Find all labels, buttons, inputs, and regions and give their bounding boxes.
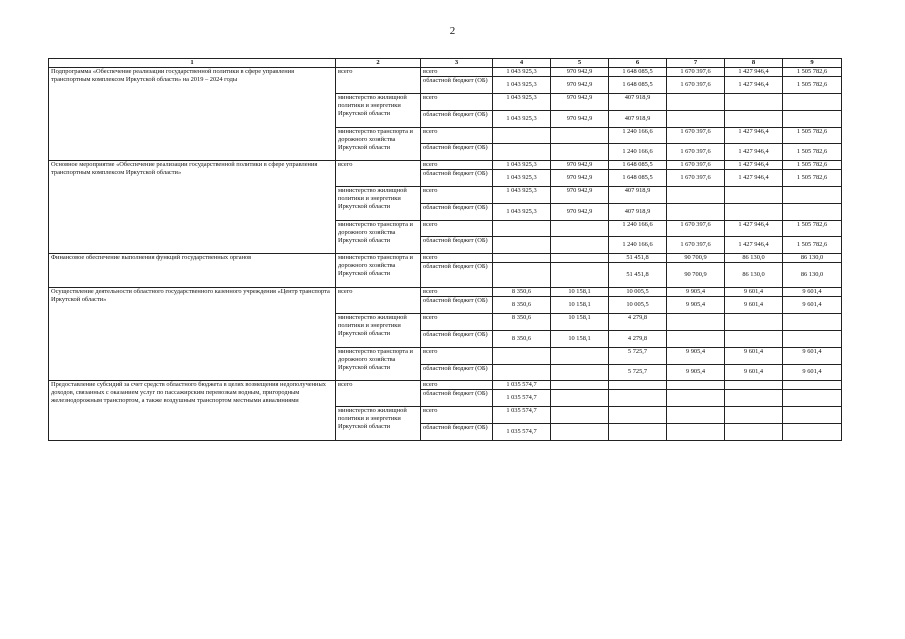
amount-cell: 1 670 397,6 (667, 161, 725, 170)
amount-cell: 51 451,8 (609, 263, 667, 288)
amount-cell (783, 407, 842, 424)
amount-cell: 407 918,9 (609, 187, 667, 204)
column-header: 9 (783, 59, 842, 68)
amount-cell (493, 127, 551, 144)
funding-source: областной бюджет (ОБ) (421, 364, 493, 381)
amount-cell (667, 94, 725, 111)
amount-cell (551, 381, 609, 390)
funding-source: всего (421, 314, 493, 331)
amount-cell: 10 158,1 (551, 297, 609, 314)
amount-cell (783, 110, 842, 127)
amount-cell (551, 423, 609, 440)
amount-cell (609, 390, 667, 407)
amount-cell: 10 158,1 (551, 314, 609, 331)
amount-cell: 1 043 925,3 (493, 77, 551, 94)
amount-cell: 1 427 946,4 (725, 220, 783, 237)
amount-cell: 1 505 782,6 (783, 237, 842, 254)
page-number: 2 (449, 25, 456, 37)
amount-cell: 5 725,7 (609, 364, 667, 381)
table-row (49, 68, 842, 77)
funding-source: всего (421, 127, 493, 144)
amount-cell: 9 601,4 (783, 347, 842, 364)
funding-source: всего (421, 161, 493, 170)
amount-cell: 5 725,7 (609, 347, 667, 364)
amount-cell: 1 427 946,4 (725, 144, 783, 161)
responsible-executor: всего (336, 381, 421, 407)
amount-cell: 86 130,0 (725, 254, 783, 263)
funding-source: областной бюджет (ОБ) (421, 77, 493, 94)
amount-cell: 4 279,8 (609, 330, 667, 347)
amount-cell: 1 240 166,6 (609, 220, 667, 237)
amount-cell (783, 187, 842, 204)
responsible-executor: министерство жилищной политики и энергетики Иркутской области (336, 407, 421, 441)
amount-cell: 970 942,9 (551, 161, 609, 170)
responsible-executor: министерство жилищной политики и энергетики Иркутской области (336, 94, 421, 128)
funding-source: областной бюджет (ОБ) (421, 110, 493, 127)
amount-cell: 1 648 085,5 (609, 161, 667, 170)
responsible-executor: всего (336, 161, 421, 187)
amount-cell (783, 381, 842, 390)
amount-cell: 1 427 946,4 (725, 170, 783, 187)
amount-cell: 1 427 946,4 (725, 68, 783, 77)
funding-source: всего (421, 187, 493, 204)
amount-cell (667, 423, 725, 440)
amount-cell: 1 670 397,6 (667, 237, 725, 254)
amount-cell: 51 451,8 (609, 254, 667, 263)
amount-cell (667, 407, 725, 424)
amount-cell (667, 187, 725, 204)
amount-cell: 9 601,4 (783, 297, 842, 314)
amount-cell: 1 035 574,7 (493, 390, 551, 407)
amount-cell: 1 505 782,6 (783, 77, 842, 94)
amount-cell (725, 203, 783, 220)
amount-cell (493, 254, 551, 263)
amount-cell (783, 390, 842, 407)
amount-cell: 9 905,4 (667, 297, 725, 314)
funding-source: областной бюджет (ОБ) (421, 423, 493, 440)
amount-cell: 86 130,0 (783, 263, 842, 288)
amount-cell (783, 203, 842, 220)
amount-cell: 86 130,0 (725, 263, 783, 288)
responsible-executor: министерство жилищной политики и энергетики Иркутской области (336, 314, 421, 348)
amount-cell (667, 390, 725, 407)
funding-source: всего (421, 347, 493, 364)
amount-cell: 970 942,9 (551, 110, 609, 127)
amount-cell (667, 203, 725, 220)
amount-cell: 1 240 166,6 (609, 144, 667, 161)
amount-cell (551, 220, 609, 237)
amount-cell: 10 005,5 (609, 297, 667, 314)
amount-cell (493, 263, 551, 288)
responsible-executor: министерство транспорта и дорожного хозяйства Иркутской области (336, 127, 421, 161)
amount-cell: 8 350,6 (493, 297, 551, 314)
funding-source: всего (421, 288, 493, 297)
amount-cell: 1 427 946,4 (725, 161, 783, 170)
amount-cell: 1 240 166,6 (609, 127, 667, 144)
amount-cell: 1 240 166,6 (609, 237, 667, 254)
table-row (49, 288, 842, 297)
amount-cell: 8 350,6 (493, 288, 551, 297)
amount-cell: 1 670 397,6 (667, 68, 725, 77)
measure-title: Основное мероприятие «Обеспечение реализации государственной политики в сфере управления транспортным комплексом Иркутской области» (49, 161, 336, 254)
measure-title: Предоставление субсидий за счет средств областного бюджета в целях возмещения недополученных доходов, связанных с оказанием услуг по пассажирским перевозкам водным, пригородным железнодорожным транспортом, а также воздушным транспортом местными авиалиниями (49, 381, 336, 440)
table-row (49, 381, 842, 390)
amount-cell: 9 601,4 (725, 297, 783, 314)
amount-cell (551, 390, 609, 407)
amount-cell: 970 942,9 (551, 94, 609, 111)
funding-source: областной бюджет (ОБ) (421, 203, 493, 220)
responsible-executor: министерство транспорта и дорожного хозяйства Иркутской области (336, 220, 421, 254)
amount-cell: 1 427 946,4 (725, 237, 783, 254)
amount-cell: 90 700,9 (667, 254, 725, 263)
amount-cell: 9 601,4 (725, 288, 783, 297)
amount-cell: 1 648 085,5 (609, 170, 667, 187)
amount-cell: 8 350,6 (493, 330, 551, 347)
amount-cell (725, 330, 783, 347)
funding-source: всего (421, 68, 493, 77)
amount-cell (493, 347, 551, 364)
amount-cell (551, 144, 609, 161)
amount-cell (667, 381, 725, 390)
measure-title: Подпрограмма «Обеспечение реализации государственной политики в сфере управления транспортным комплексом Иркутской области» на 2019 – 2024 годы (49, 68, 336, 161)
amount-cell: 970 942,9 (551, 203, 609, 220)
column-header: 6 (609, 59, 667, 68)
amount-cell: 1 043 925,3 (493, 161, 551, 170)
funding-source: областной бюджет (ОБ) (421, 144, 493, 161)
amount-cell: 10 005,5 (609, 288, 667, 297)
funding-source: областной бюджет (ОБ) (421, 237, 493, 254)
amount-cell: 1 043 925,3 (493, 68, 551, 77)
amount-cell: 1 670 397,6 (667, 220, 725, 237)
amount-cell: 9 905,4 (667, 347, 725, 364)
amount-cell (493, 364, 551, 381)
amount-cell (783, 423, 842, 440)
amount-cell (493, 220, 551, 237)
amount-cell: 1 035 574,7 (493, 423, 551, 440)
amount-cell: 1 505 782,6 (783, 144, 842, 161)
amount-cell (783, 330, 842, 347)
funding-source: всего (421, 407, 493, 424)
funding-source: всего (421, 254, 493, 263)
amount-cell (493, 237, 551, 254)
measure-title: Осуществление деятельности областного государственного казенного учреждения «Центр транспорта Иркутской области» (49, 288, 336, 381)
header-row (49, 59, 842, 68)
amount-cell (551, 254, 609, 263)
amount-cell: 1 670 397,6 (667, 127, 725, 144)
responsible-executor: министерство транспорта и дорожного хозяйства Иркутской области (336, 347, 421, 381)
funding-source: всего (421, 381, 493, 390)
amount-cell: 1 505 782,6 (783, 170, 842, 187)
funding-source: областной бюджет (ОБ) (421, 263, 493, 288)
amount-cell: 1 648 085,5 (609, 77, 667, 94)
funding-source: всего (421, 94, 493, 111)
amount-cell: 970 942,9 (551, 187, 609, 204)
amount-cell (667, 314, 725, 331)
funding-source: областной бюджет (ОБ) (421, 297, 493, 314)
amount-cell: 1 670 397,6 (667, 77, 725, 94)
amount-cell: 1 505 782,6 (783, 68, 842, 77)
amount-cell: 90 700,9 (667, 263, 725, 288)
amount-cell: 9 601,4 (725, 347, 783, 364)
amount-cell: 1 427 946,4 (725, 127, 783, 144)
amount-cell: 10 158,1 (551, 288, 609, 297)
column-header: 4 (493, 59, 551, 68)
amount-cell (493, 144, 551, 161)
amount-cell (725, 110, 783, 127)
funding-source: всего (421, 220, 493, 237)
amount-cell (667, 330, 725, 347)
amount-cell (551, 127, 609, 144)
column-header: 2 (336, 59, 421, 68)
amount-cell: 1 035 574,7 (493, 407, 551, 424)
amount-cell: 86 130,0 (783, 254, 842, 263)
amount-cell: 9 905,4 (667, 364, 725, 381)
amount-cell: 970 942,9 (551, 170, 609, 187)
amount-cell: 9 601,4 (783, 288, 842, 297)
responsible-executor: всего (336, 68, 421, 94)
responsible-executor: министерство жилищной политики и энергетики Иркутской области (336, 187, 421, 221)
amount-cell: 407 918,9 (609, 203, 667, 220)
amount-cell (609, 381, 667, 390)
measure-title: Финансовое обеспечение выполнения функций государственных органов (49, 254, 336, 288)
amount-cell (725, 94, 783, 111)
amount-cell (551, 347, 609, 364)
amount-cell: 1 505 782,6 (783, 161, 842, 170)
amount-cell: 1 505 782,6 (783, 127, 842, 144)
budget-table (48, 58, 842, 441)
amount-cell (551, 237, 609, 254)
amount-cell: 1 035 574,7 (493, 381, 551, 390)
column-header: 3 (421, 59, 493, 68)
amount-cell (725, 407, 783, 424)
table-row (49, 161, 842, 170)
amount-cell: 1 670 397,6 (667, 170, 725, 187)
amount-cell (725, 423, 783, 440)
amount-cell (551, 364, 609, 381)
amount-cell: 10 158,1 (551, 330, 609, 347)
amount-cell (725, 187, 783, 204)
funding-source: областной бюджет (ОБ) (421, 330, 493, 347)
amount-cell: 1 505 782,6 (783, 220, 842, 237)
amount-cell: 407 918,9 (609, 94, 667, 111)
amount-cell (551, 263, 609, 288)
amount-cell: 1 043 925,3 (493, 170, 551, 187)
funding-source: областной бюджет (ОБ) (421, 170, 493, 187)
column-header: 8 (725, 59, 783, 68)
amount-cell: 4 279,8 (609, 314, 667, 331)
amount-cell: 1 043 925,3 (493, 187, 551, 204)
amount-cell: 1 043 925,3 (493, 94, 551, 111)
amount-cell: 970 942,9 (551, 68, 609, 77)
amount-cell: 1 427 946,4 (725, 77, 783, 94)
amount-cell: 1 670 397,6 (667, 144, 725, 161)
table-row (49, 254, 842, 263)
amount-cell (667, 110, 725, 127)
amount-cell: 1 043 925,3 (493, 110, 551, 127)
amount-cell: 9 601,4 (725, 364, 783, 381)
amount-cell: 9 601,4 (783, 364, 842, 381)
amount-cell (725, 381, 783, 390)
column-header: 1 (49, 59, 336, 68)
amount-cell: 8 350,6 (493, 314, 551, 331)
amount-cell (551, 407, 609, 424)
amount-cell (783, 314, 842, 331)
amount-cell (609, 407, 667, 424)
responsible-executor: министерство транспорта и дорожного хозяйства Иркутской области (336, 254, 421, 288)
column-header: 5 (551, 59, 609, 68)
amount-cell: 407 918,9 (609, 110, 667, 127)
responsible-executor: всего (336, 288, 421, 314)
amount-cell (783, 94, 842, 111)
amount-cell (725, 390, 783, 407)
amount-cell: 970 942,9 (551, 77, 609, 94)
funding-source: областной бюджет (ОБ) (421, 390, 493, 407)
amount-cell: 9 905,4 (667, 288, 725, 297)
amount-cell (609, 423, 667, 440)
amount-cell (725, 314, 783, 331)
amount-cell: 1 043 925,3 (493, 203, 551, 220)
amount-cell: 1 648 085,5 (609, 68, 667, 77)
column-header: 7 (667, 59, 725, 68)
